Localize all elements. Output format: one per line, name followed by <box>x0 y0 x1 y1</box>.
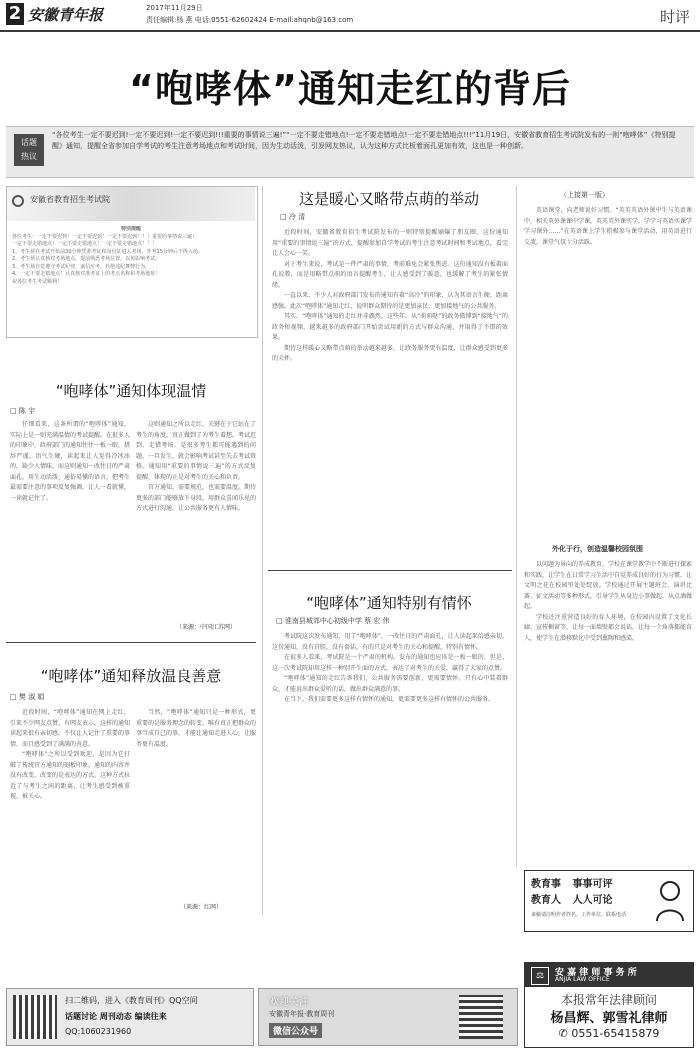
ad-line-2a: 教育人 <box>531 895 561 906</box>
article-1-source: （来源：中国江苏网） <box>176 624 237 631</box>
article-1-para: 官方通知，需要规范，也需要温度。期待更多的部门能够放下身段，用群众喜闻乐见的方式进行沟通，让公共服务更有人情味。 <box>136 484 256 512</box>
article-5-body-b <box>524 560 692 860</box>
article-2-col-b <box>136 708 256 898</box>
divider <box>268 570 512 571</box>
column-rule <box>516 186 517 866</box>
law-phone-number: 0551-65415879 <box>571 1027 660 1040</box>
article-5-continued-label: （上接第一版） <box>560 191 609 199</box>
article-4-para: 考试院这次发布通知，用了“咆哮体”，一改往日的严肃面孔，让人读起来倍感亲切。这份通知，没有官腔，没有套话，有的只是对考生的关心和提醒，特别有情怀。 <box>272 633 508 651</box>
article-2-author: □ 樊 淑 娟 <box>10 693 45 701</box>
event-summary-text: “各位考生一定不要迟到!一定不要迟到!一定不要迟到!!!重要的事情说三遍!”“一定不要走错地点!一定不要走错地点!一定不要走错地点!!!”11月19日，安徽省教育招生考试院发布的一则“咆哮体”《特别提醒》通知，提醒全省参加自学考试的考生注意考场地点和考试时间，因为生动活泼，引发网友热议，认为这种方式比板着面孔更加有效，这也是一种创新。 <box>52 131 676 150</box>
wechat-line-1: 欢迎关注 <box>269 997 309 1008</box>
law-firm-logo-icon: ⚖ <box>531 967 549 985</box>
article-3-title: 这是暖心又略带点萌的举动 <box>298 190 479 208</box>
law-firm-english: ANJIA LAW OFFICE <box>555 976 610 983</box>
legal-advisor-label: 本报常年法律顾问 <box>560 993 657 1007</box>
article-1-author: □ 陈 宇 <box>10 407 36 415</box>
wechat-qr-code-icon <box>459 995 503 1039</box>
ad-line-2b: 人人可论 <box>572 895 613 906</box>
article-3-para: 近段时间，安徽省教育招生考试院发布的一则特别提醒刷爆了朋友圈。这份通知用“重要的事情说三遍”的方式，提醒参加自学考试的考生注意考试时间和考试地点，看完让人会心一笑。 <box>272 229 508 257</box>
contribution-box <box>524 870 694 932</box>
column-rule <box>262 186 263 916</box>
lawyer-names: 杨昌辉、郭雪礼律师 <box>550 1011 668 1026</box>
law-firm-name: 安 嘉 律 师 事 务 所 <box>555 968 637 978</box>
article-2-para: “咆哮体”之所以受到欢迎，是因为它打破了传统官方通知的刻板印象。通知的内容并没有改变，改变的是表达的方式。这种方式拉近了与考生之间的距离，让考生感受到被重视、被关心。 <box>10 751 130 800</box>
section-name: 时评 <box>659 8 690 26</box>
article-5-subtitle: 外化于行，创造温馨校园氛围 <box>552 545 643 553</box>
article-3-para: 期待这样暖心又略带点萌的举动越来越多，让政务服务更有温度，让群众感受到更多的关怀。 <box>272 344 508 362</box>
ad-line-2 <box>531 891 612 906</box>
divider <box>6 642 256 643</box>
article-2-para: 当然，“咆哮体”通知只是一种形式，更重要的是服务理念的转变。唯有真正把群众的事当成自己的事，才能让通知走进人心，让服务更有温度。 <box>136 709 256 748</box>
event-tag-line1: 话题 <box>21 138 37 147</box>
exam-institute-logo-icon <box>12 195 24 207</box>
ad-line-1a: 教育事 <box>531 879 561 890</box>
article-2-title: “咆哮体”通知释放温良善意 <box>40 667 222 685</box>
article-4-title: “咆哮体”通知特别有情怀 <box>306 594 472 612</box>
qr-code-icon <box>13 995 57 1039</box>
clipping-line: 1、考生须在考试开始前30分钟凭准考证和身份证进入考场，开考15分钟后不得入场。 <box>12 248 203 255</box>
qq-line-3: QQ:1060231960 <box>65 1027 132 1036</box>
clipping-line: 2、考生须认真核对考场地点，提前熟悉考场位置，以免影响考试。 <box>12 256 161 262</box>
clipping-line: 3、考生须自觉遵守考试纪律，诚信应考，杜绝违纪舞弊行为。 <box>12 263 151 270</box>
wechat-line-3: 微信公众号 <box>269 1023 322 1038</box>
phone-icon: ✆ <box>558 1027 568 1040</box>
article-4-para: 在很多人看来，考试院是一个严肃的机构，发布的通知也应该是一板一眼的。但是，这一次考试院却用这样一种别开生面的方式，表达了对考生的关爱，赢得了大家的点赞。 <box>272 654 508 672</box>
law-phone <box>525 1027 693 1040</box>
article-1-para: 这则通知之所以走红，关键在于它站在了考生的角度，真正做到了为考生着想。考试迟到、走错考场，是很多考生都可能遇到的问题，一旦发生，就会影响考试甚至失去考试资格。通知用“重要的事情说三遍”的方式反复提醒，体现的正是对考生的关心和负责。 <box>136 421 256 481</box>
article-3-para: 对于考生来说，考试是一件严肃的事情，考前难免会紧张焦虑。这份通知没有板着面孔说教，而是用略带点萌的语言提醒考生，让人感受到了暖意，也缓解了考生的紧张情绪。 <box>272 260 508 289</box>
article-3-para: 其实，“咆哮体”通知的走红并非偶然。这些年，从“萌萌哒”的政务微博到“接地气”的政务短视频，越来越多的政府部门开始尝试用新的方式与群众沟通，并取得了不错的效果。 <box>272 313 508 341</box>
article-2-col-a <box>10 708 130 898</box>
article-3-author: □ 冷 清 <box>280 213 306 221</box>
page-number: 2 <box>6 3 24 25</box>
article-3-para: 一直以来，不少人对政府部门发布的通知有着“高冷”的印象，认为其语言生硬、距离感强。此次“咆哮体”通知走红，说明群众期待的是更加亲民、更加接地气的公共服务。 <box>272 292 508 310</box>
article-2-source: （来源：红网） <box>180 904 223 911</box>
ad-caption: 来稿请注明作者姓名、工作单位、联系电话 <box>531 912 627 918</box>
event-tag-line2: 热议 <box>21 152 37 161</box>
clipping-site-name: 安徽省教育招生考试院 <box>30 195 110 204</box>
page-headline: “咆哮体”通知走红的背后 <box>129 67 571 111</box>
article-4-para: “咆哮体”通知的走红告诉我们，公共服务需要创新，更需要情怀。只有心中装着群众，才能说出群众爱听的话，做出群众满意的事。 <box>272 675 508 693</box>
wechat-line-2: 安徽青年报·教育周刊 <box>269 1010 335 1018</box>
qq-line-2: 话题讨论 周刊动态 编读往来 <box>65 1012 167 1021</box>
article-2-para: 近段时间，“咆哮体”通知在网上走红，引来不少网友点赞。有网友表示，这样的通知读起来很有亲切感，不仅让人记住了重要的事情，而且感受到了满满的善意。 <box>10 709 130 748</box>
clipping-line: 一定不要走错地点！一定不要走错地点！一定不要走错地点！！！ <box>12 241 158 247</box>
article-3-body <box>272 228 508 558</box>
header-rule <box>0 30 700 32</box>
article-1-para: 仔细看来，这条所谓的“咆哮体”通知，实际上是一则充满温情的考试提醒。在很多人的印象中，政府部门的通知往往一板一眼，措辞严谨，语气生硬，读起来让人觉得冷冰冰的，缺少人情味。而这则通知一改往日的严肃面孔，用生动活泼、通俗易懂的语言，把考生最需要注意的事项反复强调，让人一看就懂，一读就记住了。 <box>10 421 130 502</box>
clipping-line: 各位考生：一定不要迟到！一定不要迟到！一定不要迟到！！！重要的事情说三遍！ <box>12 233 198 240</box>
qq-line-1: 扫二维码，进入《教育周刊》QQ空间 <box>65 996 198 1005</box>
article-1-col-b <box>136 420 256 620</box>
article-5-para: 以问题为导向的养成教育，学校在课堂教学中不断进行探索和实践，让学生在日常学习生活中自觉养成良好的行为习惯，让文明之花在校园里处处绽放。学校通过开展主题班会、演讲比赛、征文活动等多种形式，引导学生从身边小事做起，从点滴做起。 <box>524 561 692 610</box>
editor-info: 责任编辑:杨 燕 电话:0551-62602424 E-mail:ahqnb@163.com <box>146 16 354 24</box>
ad-line-1 <box>531 875 612 890</box>
person-icon <box>653 879 687 923</box>
ad-line-1b: 事事可评 <box>572 879 613 890</box>
article-4-body <box>272 632 508 914</box>
issue-date: 2017年11月29日 <box>146 4 203 12</box>
article-1-title: “咆哮体”通知体现温情 <box>55 382 207 400</box>
article-5-body-a <box>524 206 692 526</box>
legal-advisor-box <box>524 962 694 1048</box>
article-4-para: 在当下，我们需要更多这样有情怀的通知，更需要更多这样有情怀的公共服务。 <box>284 696 495 703</box>
article-5-para: 学校还注重营造良好的育人环境，在校园内设置了文化长廊、宣传橱窗等，让每一面墙壁都会说话，让每一个角落都能育人，使学生在潜移默化中受到熏陶和感染。 <box>524 613 692 642</box>
qq-space-box <box>6 988 254 1046</box>
article-4-author: □ 淮南县城郊中心初级中学 蔡 宏 伟 <box>276 617 390 625</box>
clipping-line: 4、一定不要走错地点！认真核对准考证上的考点名称和考场地址！ <box>12 271 161 277</box>
clipping-line: 祝各位考生考试顺利！ <box>12 278 63 285</box>
newspaper-masthead: 安徽青年报 <box>28 6 104 24</box>
clipping-body <box>12 226 250 334</box>
event-tag <box>14 134 44 166</box>
clipping-line: 特别提醒 <box>120 226 141 232</box>
wechat-box <box>258 988 518 1046</box>
article-1-col-a <box>10 420 130 620</box>
article-5-para: 英语课堂，向老师说好习惯。“英英英语外课中生与英语课中，相关英外课课中学课，英英英外课实学，学学习英语实课学学习课外……”在英语课上学生积极参与课堂活动，用英语进行交流，课堂气氛十分活跃。 <box>524 207 692 246</box>
